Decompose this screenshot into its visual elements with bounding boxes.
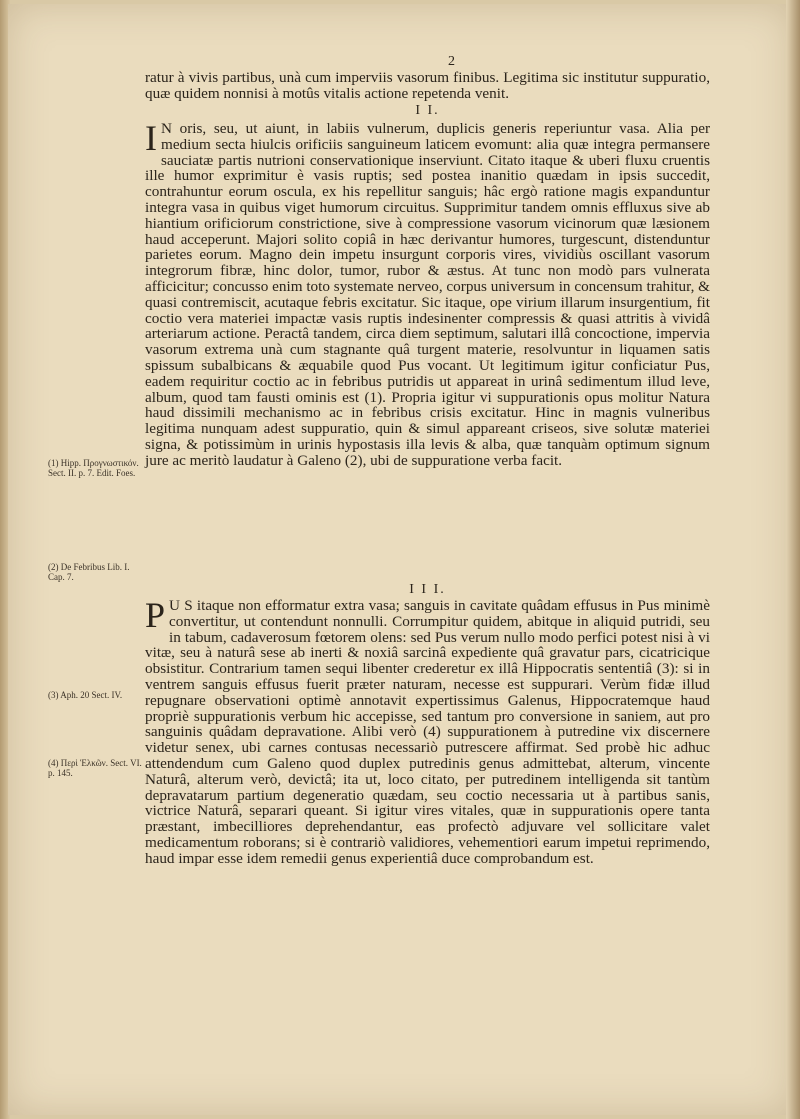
marginal-note-4: (4) Περὶ Ἑλκῶν. Sect. VI. p. 145.: [48, 758, 142, 778]
section-2-text: N oris, seu, ut aiunt, in labiis vulnerum, duplicis generis reperiuntur vasa. Alia per medium secta hiulcis orificiis sanguineum laticem evomunt: alia quæ integra permansere sauciatæ partis nutrioni conservationique inserviunt. Citato itaque & uberi fluxu cruentis ille humor exprimitur è vasis ruptis; sed postea inanitio quædam in ipsis succedit, contrahuntur eorum oscula, ex his repellitur sanguis; hâc ergò ratione magis expanduntur integra vasa in quibus viget humorum circuitus. Supprimitur tandem omnis effluxus sive ab hiantium orificiorum constrictione, sive à compressione vasorum vicinorum quæ læsionem haud acceperunt. Majori solito copiâ in hæc derivantur humores, turgescunt, distenduntur parietes eorum. Magno dein impetu insurgunt corporis vires, vividiùs oscillant vasorum integrorum fibræ, hinc dolor, tumor, rubor & æstus. At tunc non modò pars vulnerata afficicitur; concusso enim toto systemate nerveo, corpus universum in concensum trahitur, & quasi contremiscit, acutaque febris excitatur. Sic itaque, ope virium illarum insurgentium, fit coctio vera materiei impactæ vasis ruptis indesinenter compressis & quasi attritis à vividâ arteriarum actione. Peractâ tandem, circa diem septimum, salutari illâ concoctione, impervia vasorum extrema unà cum stagnante quâ turgent materie, resolvuntur in liquamen satis spissum subalbicans & æquabile quod Pus vocant. Ut legitimum igitur conficiatur Pus, eadem requiritur coctio ac in febribus putridis ut appareat in urinâ sedimentum illud leve, album, quod tam fausti ominis est (1). Propria igitur vi suppurationis opus molitur Natura haud dissimili mechanismo ac in febribus crisis excitatur. Hinc in magnis vulneribus legitima nunquam adest suppuratio, quin & simul appareant criseos, sive solutæ materiei signa, & potissimùm in urinis hypostasis illa levis & alba, quæ tanquàm optimum signum jure ac meritò laudatur à Galeno (2), ubi de suppuratione verba facit.: [145, 120, 710, 469]
section-2: [145, 118, 710, 469]
section-heading-3: I I I.: [409, 582, 446, 597]
marginal-note-2: (2) De Febribus Lib. I. Cap. 7.: [48, 562, 130, 582]
section-3-text: U S itaque non efformatur extra vasa; sanguis in cavitate quâdam effusus in Pus minimè convertitur, ut contendunt nonnulli. Corrumpitur quidem, abitque in aliquid putridi, seu in tabum, cadaverosum fœtorem olens: sed Pus verum nullo modo perfici potest nisi à vi vitæ, seu à naturâ sese ab inerti & noxiâ sarcinâ expediente quâ gravatur pars, cicatricique obsistitur. Contrarium tamen sequi libenter crederetur ex illâ Hippocratis sententiâ (3): si in ventrem sanguis effusus fuerit præter naturam, necesse est suppurari. Verùm fidæ illud repugnare observationi optimè annotavit expertissimus Galenus, Hippocratemque haud propriè suppurationis verbum hic accepisse, sed tantum pro conversione in saniem, aut pro sanguinis quâdam depravatione. Alibi verò (4) suppurationem à putredine vix discernere videtur senex, ubi carnes contusas necessariò putrescere affirmat. Sed probè hic adhuc attendendum cum Galeno quod duplex putredinis genus admittebat, alterum, vincente Naturâ, alterum verò, devictâ; ita ut, loco citato, per putredinem intelligenda sit tantùm depravatarum partium degeneratio quædam, seu coctio necessaria ut à partibus sanis, victrice Naturâ, separari queant. Si igitur vires vitales, quæ in suppurationis opere tanta præstant, imbecilliores deprehendantur, eas profectò adjuvare vel sollicitare valet medicamentum roborans; si è contrariò validiores, vehementiori earum impetui reprimendo, haud impar esse idem remedii genus experientiâ duce comprobandum est.: [145, 597, 710, 867]
intro-paragraph: [145, 70, 710, 102]
section-heading-2: I I.: [415, 103, 440, 118]
marginal-note-3: (3) Aph. 20 Sect. IV.: [48, 690, 123, 700]
drop-cap-p: P: [145, 595, 166, 635]
drop-cap-i: I: [145, 118, 157, 158]
page-edge-right: [786, 0, 800, 1119]
marginal-note-1: (1) Hipp. Προγνωστικόν. Sect. II. p. 7. Edit. Foes.: [48, 458, 139, 478]
intro-text: ratur à vivis partibus, unà cum imperviis vasorum finibus. Legitima sic institutur suppuratio, quæ quidem nonnisi à motûs vitalis actione repetenda venit.: [145, 69, 710, 102]
section-3: [145, 595, 710, 867]
page-number: 2: [448, 54, 455, 69]
